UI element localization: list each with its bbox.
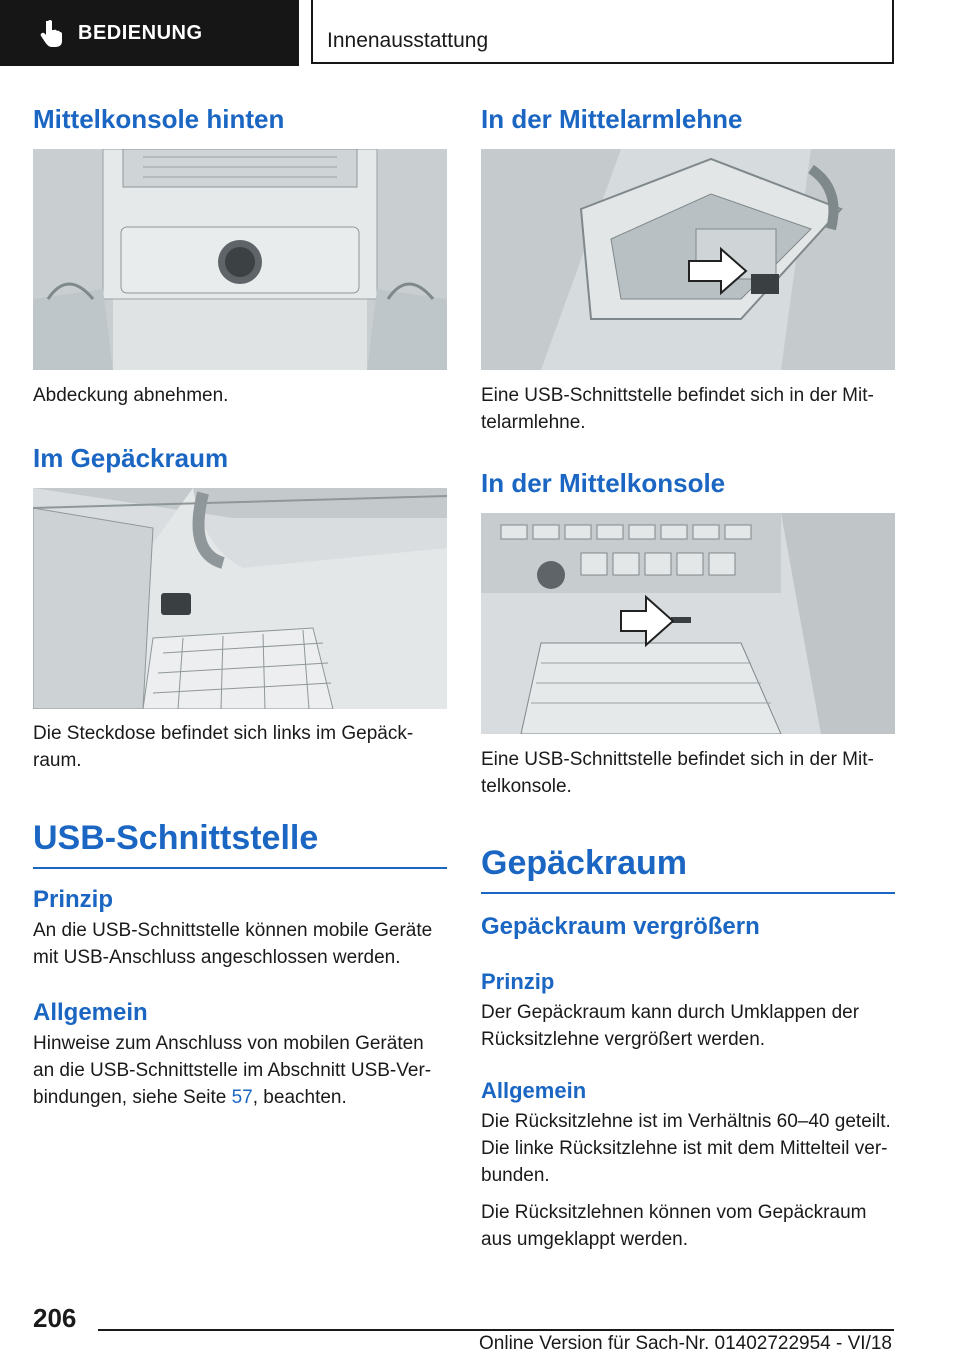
left-column-5 [33, 818, 447, 869]
right-column-5 [481, 843, 895, 894]
heading-vergroessern: Gepäckraum vergrößern [481, 913, 760, 940]
caption-abdeckung: Abdeckung abnehmen. [33, 385, 229, 406]
hand-pointer-icon [40, 19, 64, 47]
right-column-3 [481, 468, 895, 499]
heading-mittelarmlehne: In der Mittelarmlehne [481, 104, 743, 134]
left-column-3 [33, 443, 447, 474]
text-allgemein-right-2: Die Rücksitzlehnen können vom Gepäckraum aus umgeklappt werden. [481, 1202, 867, 1251]
heading-allgemein-right: Allgemein [481, 1078, 587, 1103]
heading-gepaeckraum-section: Gepäckraum [481, 844, 687, 882]
heading-usb: USB-Schnittstelle [33, 819, 319, 857]
text-allgemein-left: Hinweise zum Anschluss von mobilen Geräten an die USB-Schnittstelle im Abschnitt USB-Ver‐bindungen, siehe Seite 57, beachten. [33, 1032, 432, 1108]
heading-mittelkonsole: In der Mittelkonsole [481, 468, 726, 498]
footer-online-version: Online Version für Sach-Nr. 01402722954 - VI/18 [479, 1333, 892, 1354]
section-label: Innenausstattung [327, 29, 489, 52]
left-column-7 [33, 999, 447, 1111]
left-column-6 [33, 886, 447, 971]
right-column-6 [481, 913, 895, 942]
heading-mittelkonsole-hinten: Mittelkonsole hinten [33, 104, 285, 134]
chapter-tab[interactable] [0, 0, 299, 66]
trunk-socket-image [33, 488, 447, 709]
rear-console-image [33, 149, 447, 370]
armrest-usb-image [481, 149, 895, 370]
text-prinzip-right: Der Gepäckraum kann durch Umklappen der Rücksitzlehne vergrößert werden. [481, 1002, 860, 1051]
right-column-8 [481, 1078, 895, 1253]
heading-allgemein-left: Allgemein [33, 999, 148, 1026]
left-column-4 [33, 720, 447, 774]
text-prinzip-left: An die USB-Schnittstelle können mobile Geräte mit USB-Anschluss angeschlossen werden. [33, 919, 433, 968]
center-console-usb-image [481, 513, 895, 734]
section-rule [33, 867, 447, 869]
caption-mittelkonsole: Eine USB-Schnittstelle befindet sich in der Mit‐telkonsole. [481, 749, 874, 797]
section-breadcrumb[interactable] [311, 0, 894, 64]
section-rule-right [481, 892, 895, 894]
page-number: 206 [33, 1303, 77, 1333]
page-link-57[interactable]: 57 [231, 1086, 253, 1108]
right-column [481, 104, 895, 135]
heading-gepaeckraum: Im Gepäckraum [33, 443, 229, 473]
right-column-4 [481, 746, 895, 800]
left-column-2 [33, 382, 447, 409]
caption-steckdose: Die Steckdose befindet sich links im Gepäck‐raum. [33, 723, 414, 771]
heading-prinzip-left: Prinzip [33, 886, 114, 913]
right-column-7 [481, 969, 895, 1053]
heading-prinzip-right: Prinzip [481, 969, 555, 994]
right-column-2 [481, 382, 895, 436]
caption-mittelarmlehne: Eine USB-Schnittstelle befindet sich in der Mit‐telarmlehne. [481, 385, 874, 433]
text-allgemein-right-1: Die Rücksitzlehne ist im Verhältnis 60–40 geteilt. Die linke Rücksitzlehne ist mit dem Mittelteil ver‐bunden. [481, 1111, 891, 1187]
left-column [33, 104, 447, 135]
footer-rule [98, 1329, 894, 1331]
chapter-label: BEDIENUNG [78, 21, 203, 44]
